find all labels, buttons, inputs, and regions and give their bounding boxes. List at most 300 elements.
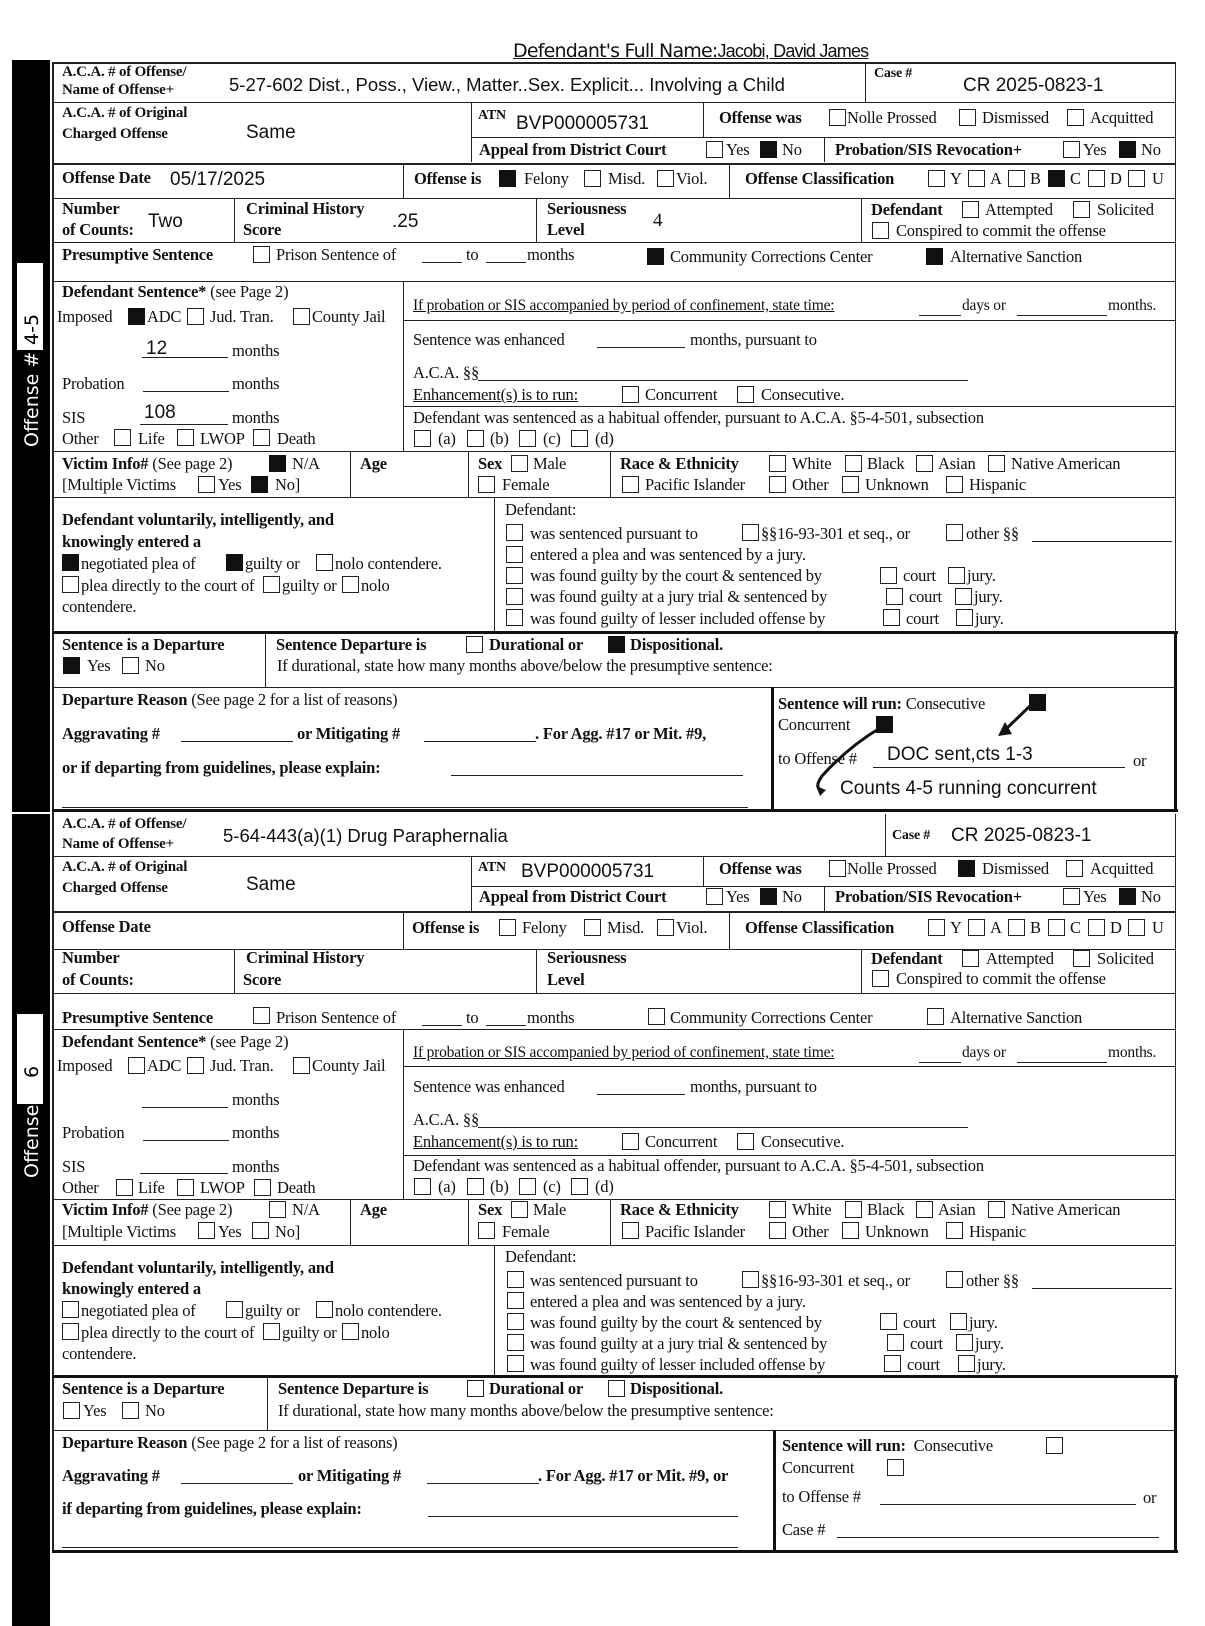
race-pacific-label: Pacific Islander <box>645 475 745 494</box>
to-offense-field[interactable] <box>880 1504 1136 1505</box>
race-white-checkbox[interactable] <box>769 455 786 472</box>
race-black-checkbox[interactable] <box>845 1201 862 1218</box>
row-divider <box>52 1029 1176 1030</box>
felony-checkbox[interactable] <box>499 170 516 187</box>
fc-jury-label: jury. <box>967 566 996 585</box>
mitigating-label: or Mitigating # <box>297 724 401 743</box>
race-unknown-checkbox[interactable] <box>842 1222 859 1239</box>
right-border <box>1175 814 1176 1376</box>
imposed-months-field[interactable] <box>142 1107 228 1108</box>
defendant-colon-label: Defendant: <box>505 500 577 519</box>
divider <box>403 911 404 949</box>
divider <box>885 814 886 856</box>
class-u-checkbox[interactable] <box>1128 919 1145 936</box>
solicited-checkbox[interactable] <box>1073 950 1090 967</box>
departure-no-checkbox[interactable] <box>122 657 139 674</box>
plea-label-1: Defendant voluntarily, intelligently, and <box>62 510 334 529</box>
enh-concurrent-checkbox[interactable] <box>622 386 639 403</box>
direct-nolo-label: nolo <box>361 576 390 595</box>
fl-jury-label: jury. <box>975 609 1004 628</box>
other-label: Other <box>62 1178 99 1197</box>
solicited-checkbox[interactable] <box>1073 201 1090 218</box>
other-ss-checkbox[interactable] <box>946 524 963 541</box>
departure-yes-checkbox[interactable] <box>63 1402 80 1419</box>
plea-direct-checkbox[interactable] <box>62 576 79 593</box>
alt-sanction-checkbox[interactable] <box>926 248 943 265</box>
habitual-a-label: (a) <box>438 1177 456 1196</box>
habitual-a-label: (a) <box>438 429 456 448</box>
direct-guilty-checkbox[interactable] <box>263 1323 280 1340</box>
plea-guilty-checkbox[interactable] <box>226 554 243 571</box>
death-checkbox[interactable] <box>254 1179 271 1196</box>
attempted-label: Attempted <box>986 949 1054 968</box>
crim-hist-label-2: Score <box>243 970 282 989</box>
revocation-no-checkbox[interactable] <box>1119 141 1136 158</box>
multi-yes-checkbox[interactable] <box>198 1222 215 1239</box>
fl-jury-checkbox[interactable] <box>958 1355 975 1372</box>
class-a-checkbox[interactable] <box>968 919 985 936</box>
sex-male-checkbox[interactable] <box>511 1201 528 1218</box>
aca-ss-field[interactable] <box>478 380 968 381</box>
original-charged-value[interactable]: Same <box>246 874 296 895</box>
conspired-checkbox[interactable] <box>872 970 889 987</box>
probation-label: Probation <box>62 1123 125 1142</box>
sex-female-checkbox[interactable] <box>478 476 495 493</box>
class-b-checkbox[interactable] <box>1008 170 1025 187</box>
habitual-a-checkbox[interactable] <box>414 430 431 447</box>
victim-na-checkbox[interactable] <box>269 455 286 472</box>
death-label: Death <box>277 429 316 448</box>
offense-sidebar <box>12 814 50 1626</box>
enh-consecutive-checkbox[interactable] <box>737 386 754 403</box>
pursuant-checkbox[interactable] <box>506 524 523 541</box>
negotiated-checkbox[interactable] <box>62 554 79 571</box>
divider <box>610 451 611 497</box>
sis-months-field[interactable] <box>140 424 228 425</box>
jud-tran-checkbox[interactable] <box>187 1057 204 1074</box>
race-hispanic-checkbox[interactable] <box>946 476 963 493</box>
agg17-label: . For Agg. #17 or Mit. #9, <box>535 724 707 743</box>
race-white-checkbox[interactable] <box>769 1201 786 1218</box>
probation-months-field[interactable] <box>143 391 229 392</box>
aggravating-field[interactable] <box>181 1483 293 1484</box>
class-b-checkbox[interactable] <box>1008 919 1025 936</box>
multiple-victims-label: [Multiple Victims <box>62 1222 177 1241</box>
class-a-label: A <box>990 169 1002 188</box>
divider <box>536 198 537 242</box>
adc-checkbox[interactable] <box>128 1057 145 1074</box>
plea-nolo-checkbox[interactable] <box>316 1301 333 1318</box>
misd-checkbox[interactable] <box>584 170 601 187</box>
victim-na-label: N/A <box>292 1200 320 1219</box>
race-pacific-checkbox[interactable] <box>622 476 639 493</box>
acquitted-checkbox[interactable] <box>1066 860 1083 877</box>
will-run-consecutive-checkbox[interactable] <box>1046 1437 1063 1454</box>
def-sentence-title: Defendant Sentence* <box>62 1032 207 1051</box>
jud-tran-label: Jud. Tran. <box>210 1056 274 1075</box>
jud-tran-checkbox[interactable] <box>187 308 204 325</box>
departure-border-right <box>1174 1375 1177 1553</box>
attempted-checkbox[interactable] <box>962 950 979 967</box>
ccc-checkbox[interactable] <box>648 1008 665 1025</box>
lwop-checkbox[interactable] <box>177 429 194 446</box>
divider <box>471 102 472 162</box>
plea-jury-label: entered a plea and was sentenced by a jury. <box>530 545 806 564</box>
revocation-yes-checkbox[interactable] <box>1063 141 1080 158</box>
plea-jury-checkbox[interactable] <box>507 1292 524 1309</box>
revocation-no-checkbox[interactable] <box>1119 888 1136 905</box>
sex-female-checkbox[interactable] <box>478 1222 495 1239</box>
divider <box>494 497 495 632</box>
row-divider <box>52 1430 1176 1431</box>
class-d-checkbox[interactable] <box>1088 170 1105 187</box>
race-other-label: Other <box>792 475 829 494</box>
direct-nolo-checkbox[interactable] <box>342 1323 359 1340</box>
found-lesser-label: was found guilty of lesser included offense by <box>530 609 826 628</box>
fc-court-checkbox[interactable] <box>880 1313 897 1330</box>
departure-yes-checkbox[interactable] <box>63 657 80 674</box>
multi-no-label: No] <box>275 475 301 494</box>
age-label: Age <box>360 1200 387 1219</box>
fc-jury-checkbox[interactable] <box>950 1313 967 1330</box>
durational-checkbox[interactable] <box>467 1380 484 1397</box>
prison-max-field[interactable] <box>486 262 526 263</box>
confinement-days-field[interactable] <box>919 315 961 316</box>
dep-reason-title: Departure Reason <box>62 690 188 709</box>
row-divider <box>52 497 1176 498</box>
county-jail-checkbox[interactable] <box>293 1057 310 1074</box>
habitual-b-checkbox[interactable] <box>467 430 484 447</box>
plea-jury-checkbox[interactable] <box>506 546 523 563</box>
nolle-checkbox[interactable] <box>829 109 846 126</box>
divider <box>403 281 404 451</box>
will-run-concurrent-checkbox[interactable] <box>887 1459 904 1476</box>
enhanced-months-field[interactable] <box>597 1094 685 1095</box>
class-d-checkbox[interactable] <box>1088 919 1105 936</box>
county-jail-checkbox[interactable] <box>293 308 310 325</box>
class-a-checkbox[interactable] <box>968 170 985 187</box>
viol-checkbox[interactable] <box>657 170 674 187</box>
confinement-days-field[interactable] <box>919 1062 961 1063</box>
confinement-months-field[interactable] <box>1017 1062 1107 1063</box>
enhanced-months-field[interactable] <box>597 347 685 348</box>
life-checkbox[interactable] <box>116 1179 133 1196</box>
explain-field-2[interactable] <box>62 1547 738 1548</box>
acquitted-checkbox[interactable] <box>1067 109 1084 126</box>
aca-original-label-2: Charged Offense <box>62 880 168 896</box>
victim-info-label <box>62 456 232 473</box>
fl-court-label: court <box>906 609 939 628</box>
crim-hist-label-1: Criminal History <box>246 199 365 218</box>
race-asian-label: Asian <box>938 454 976 473</box>
viol-checkbox[interactable] <box>657 919 674 936</box>
ss1693-checkbox[interactable] <box>742 524 759 541</box>
confinement-label: If probation or SIS accompanied by period of confinement, state time: <box>413 1044 835 1061</box>
adc-checkbox[interactable] <box>128 308 145 325</box>
victim-info-title: Victim Info# <box>62 1200 149 1219</box>
dismissed-checkbox[interactable] <box>958 860 975 877</box>
will-run-title: Sentence will run: <box>782 1436 906 1455</box>
found-jury-trial-checkbox[interactable] <box>506 588 523 605</box>
mitigating-field[interactable] <box>427 1483 539 1484</box>
found-jury-trial-checkbox[interactable] <box>507 1334 524 1351</box>
aggravating-field[interactable] <box>181 741 293 742</box>
aca-original-label-1: A.C.A. # of Original <box>62 859 188 875</box>
def-sentence-note: (see Page 2) <box>210 1032 289 1051</box>
plea-guilty-label: guilty or <box>245 1301 300 1320</box>
offense-is-label: Offense is <box>412 918 480 937</box>
race-white-label: White <box>792 454 832 473</box>
def-sentence-label <box>62 284 288 301</box>
race-pacific-checkbox[interactable] <box>622 1222 639 1239</box>
sis-months-field[interactable] <box>140 1173 228 1174</box>
plea-label-2: knowingly entered a <box>62 1279 201 1298</box>
victim-info-note: (See page 2) <box>152 454 233 473</box>
offense-block-4-5 <box>0 0 1205 812</box>
habitual-d-checkbox[interactable] <box>571 1178 588 1195</box>
life-checkbox[interactable] <box>114 429 131 446</box>
dep-reason-title: Departure Reason <box>62 1433 188 1452</box>
aca-offense-label-2: Name of Offense+ <box>62 836 174 852</box>
classification-label: Offense Classification <box>745 918 895 937</box>
direct-guilty-checkbox[interactable] <box>263 576 280 593</box>
seriousness-label-1: Seriousness <box>547 948 627 967</box>
other-ss-field[interactable] <box>1032 1288 1172 1289</box>
class-y-checkbox[interactable] <box>928 919 945 936</box>
pursuant-checkbox[interactable] <box>507 1271 524 1288</box>
atn-value[interactable]: BVP000005731 <box>521 861 655 882</box>
offense-number-value: 4-5 <box>21 313 43 345</box>
will-run-consecutive-label: Consecutive <box>905 694 986 713</box>
direct-nolo-checkbox[interactable] <box>342 576 359 593</box>
durational-note: If durational, state how many months above/below the presumptive sentence: <box>278 1401 774 1420</box>
enhanced-label: Sentence was enhanced <box>413 1077 565 1096</box>
race-native-checkbox[interactable] <box>988 455 1005 472</box>
appeal-yes-checkbox[interactable] <box>706 888 723 905</box>
divider <box>234 949 235 993</box>
race-black-checkbox[interactable] <box>845 455 862 472</box>
fj-court-checkbox[interactable] <box>886 588 903 605</box>
multi-no-checkbox[interactable] <box>251 476 268 493</box>
aca-original-label-1: A.C.A. # of Original <box>62 105 188 121</box>
dispositional-checkbox[interactable] <box>608 636 625 653</box>
row-divider <box>403 406 1176 407</box>
or-label: or <box>1143 1488 1157 1507</box>
life-label: Life <box>138 1178 165 1197</box>
appeal-no-checkbox[interactable] <box>760 888 777 905</box>
departure-border-bottom <box>52 1550 1178 1553</box>
dispositional-checkbox[interactable] <box>608 1380 625 1397</box>
other-ss-field[interactable] <box>1032 541 1172 542</box>
plea-direct-checkbox[interactable] <box>62 1323 79 1340</box>
habitual-b-checkbox[interactable] <box>467 1178 484 1195</box>
offense-date-value[interactable]: 05/17/2025 <box>170 169 266 190</box>
fj-jury-checkbox[interactable] <box>955 588 972 605</box>
dispositional-label: Dispositional. <box>630 1379 724 1398</box>
other-ss-label: other §§ <box>966 524 1019 543</box>
multi-no-checkbox[interactable] <box>252 1222 269 1239</box>
race-asian-checkbox[interactable] <box>916 455 933 472</box>
class-d-label: D <box>1110 918 1122 937</box>
prison-min-field[interactable] <box>422 1025 462 1026</box>
offense-block-6 <box>0 744 1205 1596</box>
class-c-checkbox[interactable] <box>1048 170 1065 187</box>
seriousness-value[interactable]: 4 <box>653 210 663 231</box>
confinement-months-field[interactable] <box>1017 315 1107 316</box>
class-b-label: B <box>1030 169 1041 188</box>
ccc-checkbox[interactable] <box>647 248 664 265</box>
class-y-checkbox[interactable] <box>928 170 945 187</box>
defendant-name-label-text: Defendant's Full Name: <box>513 40 718 62</box>
fc-jury-checkbox[interactable] <box>948 567 965 584</box>
sex-label: Sex <box>478 454 503 473</box>
agg17-label: . For Agg. #17 or Mit. #9, or <box>538 1466 729 1485</box>
multi-yes-checkbox[interactable] <box>198 476 215 493</box>
prison-checkbox[interactable] <box>253 246 270 263</box>
habitual-label: Defendant was sentenced as a habitual offender, pursuant to A.C.A. §5-4-501, subsection <box>413 1156 984 1175</box>
habitual-d-checkbox[interactable] <box>571 430 588 447</box>
habitual-c-checkbox[interactable] <box>519 430 536 447</box>
aca-original-label-2: Charged Offense <box>62 126 168 142</box>
race-other-checkbox[interactable] <box>769 1222 786 1239</box>
atn-value[interactable]: BVP000005731 <box>516 113 650 134</box>
probation-months-label: months <box>232 1123 280 1142</box>
divider <box>729 911 730 949</box>
prison-checkbox[interactable] <box>253 1007 270 1024</box>
found-lesser-checkbox[interactable] <box>506 609 523 626</box>
imposed-label: Imposed <box>57 307 113 326</box>
nolle-label: Nolle Prossed <box>847 859 937 878</box>
negotiated-label: negotiated plea of <box>81 1301 196 1320</box>
victim-na-checkbox[interactable] <box>269 1201 286 1218</box>
appeal-yes-checkbox[interactable] <box>706 141 723 158</box>
other-ss-checkbox[interactable] <box>946 1271 963 1288</box>
alt-sanction-checkbox[interactable] <box>927 1008 944 1025</box>
plea-nolo-checkbox[interactable] <box>316 554 333 571</box>
misd-checkbox[interactable] <box>584 919 601 936</box>
found-lesser-checkbox[interactable] <box>507 1355 524 1372</box>
sis-months-label: months <box>232 408 280 427</box>
divider <box>729 163 730 198</box>
race-asian-checkbox[interactable] <box>916 1201 933 1218</box>
direct-guilty-label: guilty or <box>282 576 337 595</box>
divider <box>471 856 472 911</box>
divider <box>824 886 825 911</box>
offense-number-label: Offense #: <box>21 345 43 447</box>
found-court-checkbox[interactable] <box>507 1313 524 1330</box>
dismissed-checkbox[interactable] <box>959 109 976 126</box>
dep-reason-note: (See page 2 for a list of reasons) <box>191 690 398 709</box>
fl-jury-checkbox[interactable] <box>956 609 973 626</box>
to-offense-value[interactable]: DOC sent,cts 1-3 <box>887 744 1033 765</box>
crim-hist-value[interactable]: .25 <box>392 211 419 232</box>
enh-consecutive-checkbox[interactable] <box>737 1133 754 1150</box>
sex-male-checkbox[interactable] <box>511 455 528 472</box>
aca-offense-value[interactable]: 5-64-443(a)(1) Drug Paraphernalia <box>223 825 508 846</box>
habitual-c-checkbox[interactable] <box>519 1178 536 1195</box>
revocation-yes-label: Yes <box>1083 887 1107 906</box>
prison-min-field[interactable] <box>422 262 462 263</box>
fj-court-checkbox[interactable] <box>887 1334 904 1351</box>
dismissed-label: Dismissed <box>982 108 1049 127</box>
imposed-months-value[interactable]: 12 <box>146 338 168 359</box>
original-charged-value[interactable]: Same <box>246 122 296 143</box>
multi-yes-label: Yes <box>218 475 242 494</box>
prison-max-field[interactable] <box>486 1025 526 1026</box>
plea-guilty-checkbox[interactable] <box>226 1301 243 1318</box>
race-hispanic-checkbox[interactable] <box>946 1222 963 1239</box>
nolle-checkbox[interactable] <box>829 860 846 877</box>
class-y-label: Y <box>950 169 962 188</box>
case-number-run-field[interactable] <box>837 1537 1159 1538</box>
case-number-value[interactable]: CR 2025-0823-1 <box>963 75 1104 96</box>
ss1693-checkbox[interactable] <box>742 1271 759 1288</box>
aca-offense-value[interactable]: 5-27-602 Dist., Poss., View., Matter..Sex. Explicit... Involving a Child <box>229 74 785 95</box>
probation-months-field[interactable] <box>143 1140 229 1141</box>
class-u-checkbox[interactable] <box>1128 170 1145 187</box>
durational-checkbox[interactable] <box>466 636 483 653</box>
found-lesser-label: was found guilty of lesser included offense by <box>530 1355 826 1374</box>
probation-label: Probation <box>62 374 125 393</box>
pursuant-label: was sentenced pursuant to <box>530 1271 698 1290</box>
to-offense-label: to Offense # <box>782 1487 861 1506</box>
found-court-checkbox[interactable] <box>506 567 523 584</box>
negotiated-checkbox[interactable] <box>62 1301 79 1318</box>
plea-direct-label: plea directly to the court of <box>81 1323 255 1342</box>
enhanced-pursuant-label: months, pursuant to <box>690 1077 817 1096</box>
counts-value[interactable]: Two <box>148 211 183 232</box>
class-c-checkbox[interactable] <box>1048 919 1065 936</box>
class-c-label: C <box>1070 918 1081 937</box>
conspired-checkbox[interactable] <box>872 222 889 239</box>
left-border <box>52 62 54 814</box>
direct-nolo-label: nolo <box>361 1323 390 1342</box>
aggravating-label: Aggravating # <box>62 1466 160 1485</box>
appeal-label: Appeal from District Court <box>479 887 667 906</box>
race-native-checkbox[interactable] <box>988 1201 1005 1218</box>
appeal-no-checkbox[interactable] <box>760 141 777 158</box>
lwop-label: LWOP <box>200 429 245 448</box>
class-u-label: U <box>1152 169 1164 188</box>
counts-label-1: Number <box>62 199 120 218</box>
departure-no-checkbox[interactable] <box>122 1402 139 1419</box>
explain-field[interactable] <box>428 1516 738 1517</box>
will-run-title: Sentence will run: <box>778 694 902 713</box>
race-other-checkbox[interactable] <box>769 476 786 493</box>
lwop-checkbox[interactable] <box>177 1179 194 1196</box>
mitigating-field[interactable] <box>424 741 536 742</box>
fl-court-checkbox[interactable] <box>884 1355 901 1372</box>
case-number-value[interactable]: CR 2025-0823-1 <box>951 825 1092 846</box>
fl-court-checkbox[interactable] <box>883 609 900 626</box>
sis-months-value[interactable]: 108 <box>144 402 176 423</box>
counts-label-2: of Counts: <box>62 970 134 989</box>
attempted-checkbox[interactable] <box>962 201 979 218</box>
felony-checkbox[interactable] <box>499 919 516 936</box>
habitual-a-checkbox[interactable] <box>414 1178 431 1195</box>
days-or-label: days or <box>962 297 1006 314</box>
divider <box>350 1199 351 1245</box>
race-unknown-checkbox[interactable] <box>842 476 859 493</box>
conspired-label: Conspired to commit the offense <box>896 969 1106 988</box>
prison-label: Prison Sentence of <box>276 1008 397 1027</box>
death-checkbox[interactable] <box>253 429 270 446</box>
fj-jury-checkbox[interactable] <box>956 1334 973 1351</box>
enh-concurrent-checkbox[interactable] <box>622 1133 639 1150</box>
revocation-yes-checkbox[interactable] <box>1063 888 1080 905</box>
fc-court-checkbox[interactable] <box>880 567 897 584</box>
aca-ss-field[interactable] <box>478 1127 968 1128</box>
